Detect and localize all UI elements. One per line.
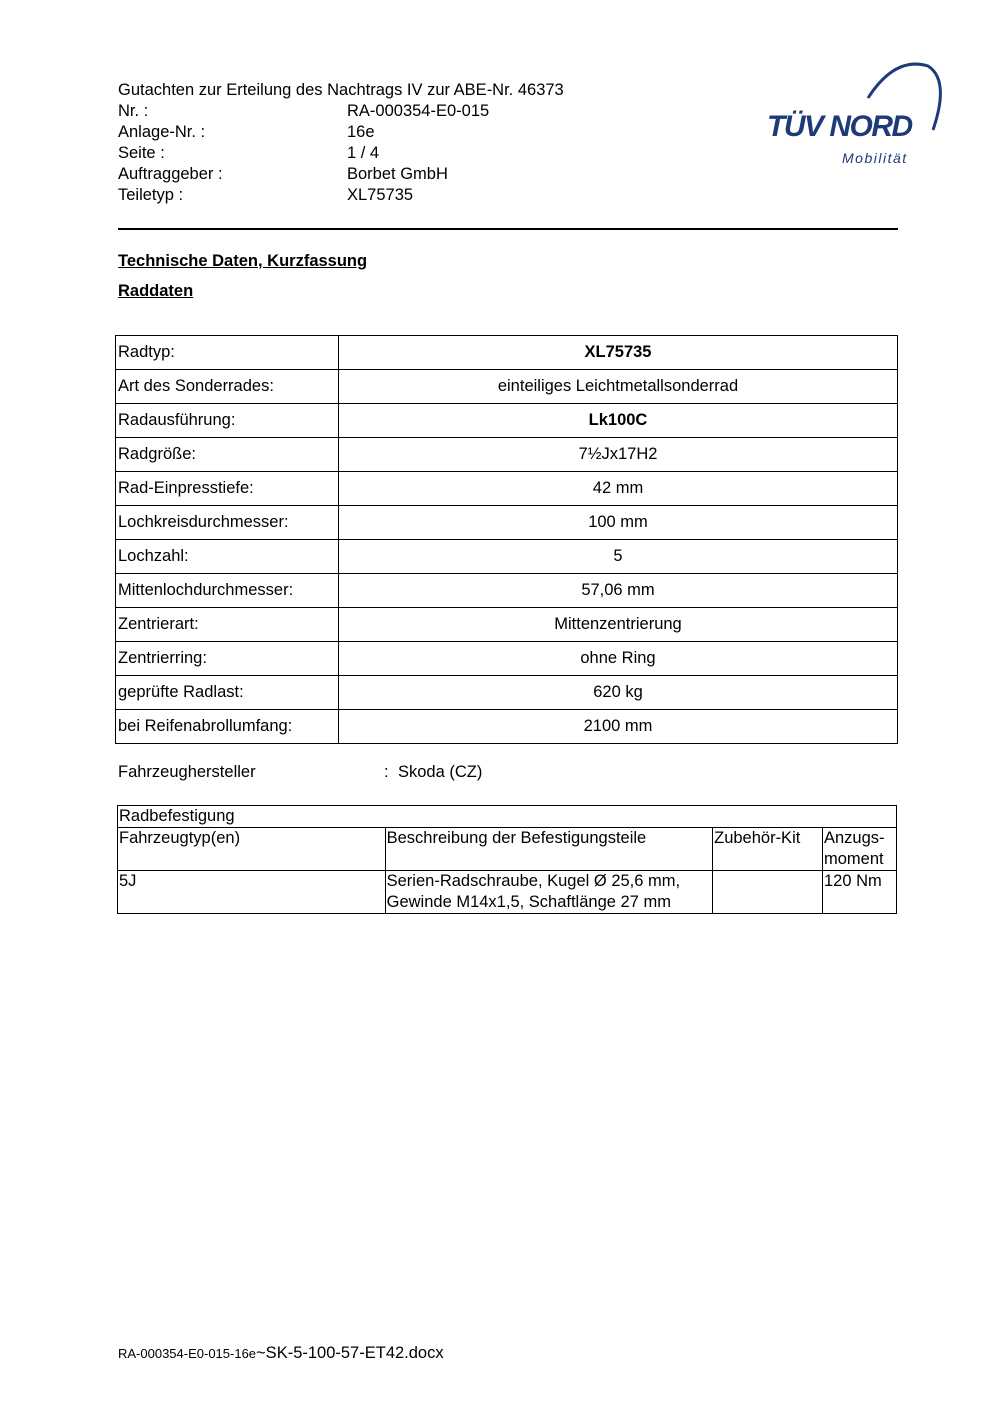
table-row (116, 404, 898, 438)
logo-brand: TÜV NORD (767, 110, 912, 143)
table-value: Lk100C (339, 404, 898, 438)
section-title-tech: Technische Daten, Kurzfassung (118, 252, 368, 270)
footer-file: ~SK-5-100-57-ET42.docx (256, 1344, 444, 1362)
document-header (118, 80, 564, 206)
table-row (116, 642, 898, 676)
table-value: 57,06 mm (339, 574, 898, 608)
column-header: Beschreibung der Befestigungsteile (385, 828, 712, 871)
manufacturer-separator: : (384, 763, 389, 781)
document-title: Gutachten zur Erteilung des Nachtrags IV zur ABE-Nr. 46373 (118, 81, 564, 99)
column-header: Fahrzeugtyp(en) (118, 828, 386, 871)
table-value: 42 mm (339, 472, 898, 506)
header-row-anlage (118, 122, 564, 143)
header-label: Auftraggeber : (118, 165, 223, 183)
table-value: 2100 mm (339, 710, 898, 744)
table-key: Zentrierart: (116, 608, 339, 642)
description-line: Serien-Radschraube, Kugel Ø 25,6 mm, (386, 872, 681, 890)
header-value: XL75735 (347, 186, 414, 204)
column-header-torque (823, 828, 897, 871)
table-value: 620 kg (339, 676, 898, 710)
vehicle-manufacturer (118, 763, 482, 782)
table-row (116, 506, 898, 540)
table-value: einteiliges Leichtmetallsonderrad (339, 370, 898, 404)
table-key: Art des Sonderrades: (116, 370, 339, 404)
mounting-title: Radbefestigung (118, 806, 897, 828)
column-header: Zubehör-Kit (713, 828, 823, 871)
table-value: 7½Jx17H2 (339, 438, 898, 472)
table-row (116, 574, 898, 608)
description-line: Gewinde M14x1,5, Schaftlänge 27 mm (386, 893, 671, 911)
table-value: XL75735 (339, 336, 898, 370)
header-line: Anzugs- (824, 829, 885, 847)
header-row-teiletyp (118, 185, 564, 206)
description-cell (385, 871, 712, 914)
wheel-data-table (115, 335, 898, 744)
table-value: ohne Ring (339, 642, 898, 676)
header-value: 16e (347, 123, 375, 141)
table-row (116, 540, 898, 574)
manufacturer-value: Skoda (CZ) (398, 763, 483, 781)
table-key: Zentrierring: (116, 642, 339, 676)
table-key: Radtyp: (116, 336, 339, 370)
header-value: Borbet GmbH (347, 165, 448, 183)
tuv-nord-logo (760, 58, 945, 173)
table-value: 5 (339, 540, 898, 574)
table-key: Radausführung: (116, 404, 339, 438)
table-key: Lochzahl: (116, 540, 339, 574)
table-row (116, 438, 898, 472)
table-key: Radgröße: (116, 438, 339, 472)
table-row (116, 370, 898, 404)
kit-cell (713, 871, 823, 914)
table-row (116, 710, 898, 744)
table-header-row (118, 828, 897, 871)
logo-sub: Mobilität (842, 150, 908, 166)
table-row (116, 336, 898, 370)
table-key: Lochkreisdurchmesser: (116, 506, 339, 540)
header-line: moment (824, 850, 884, 868)
header-value: 1 / 4 (347, 144, 380, 162)
table-row (116, 676, 898, 710)
header-row-auftraggeber (118, 164, 564, 185)
torque-cell: 120 Nm (823, 871, 897, 914)
wheel-mounting-table (117, 805, 897, 914)
table-title-row (118, 806, 897, 828)
header-row-nr (118, 101, 564, 122)
section-title-wheel: Raddaten (118, 282, 194, 300)
table-row (116, 472, 898, 506)
header-row-seite (118, 143, 564, 164)
page-footer (118, 1344, 444, 1363)
table-key: Rad-Einpresstiefe: (116, 472, 339, 506)
table-value: 100 mm (339, 506, 898, 540)
header-label: Anlage-Nr. : (118, 123, 206, 141)
header-label: Nr. : (118, 102, 149, 120)
manufacturer-label: Fahrzeughersteller (118, 763, 256, 781)
table-key: geprüfte Radlast: (116, 676, 339, 710)
header-label: Seite : (118, 144, 165, 162)
table-key: bei Reifenabrollumfang: (116, 710, 339, 744)
header-value: RA-000354-E0-015 (347, 102, 490, 120)
header-label: Teiletyp : (118, 186, 184, 204)
table-row (118, 871, 897, 914)
footer-ref: RA-000354-E0-015-16e (118, 1346, 257, 1361)
table-key: Mittenlochdurchmesser: (116, 574, 339, 608)
header-divider (118, 228, 898, 230)
vehicle-type-cell: 5J (118, 871, 386, 914)
table-row (116, 608, 898, 642)
table-value: Mittenzentrierung (339, 608, 898, 642)
